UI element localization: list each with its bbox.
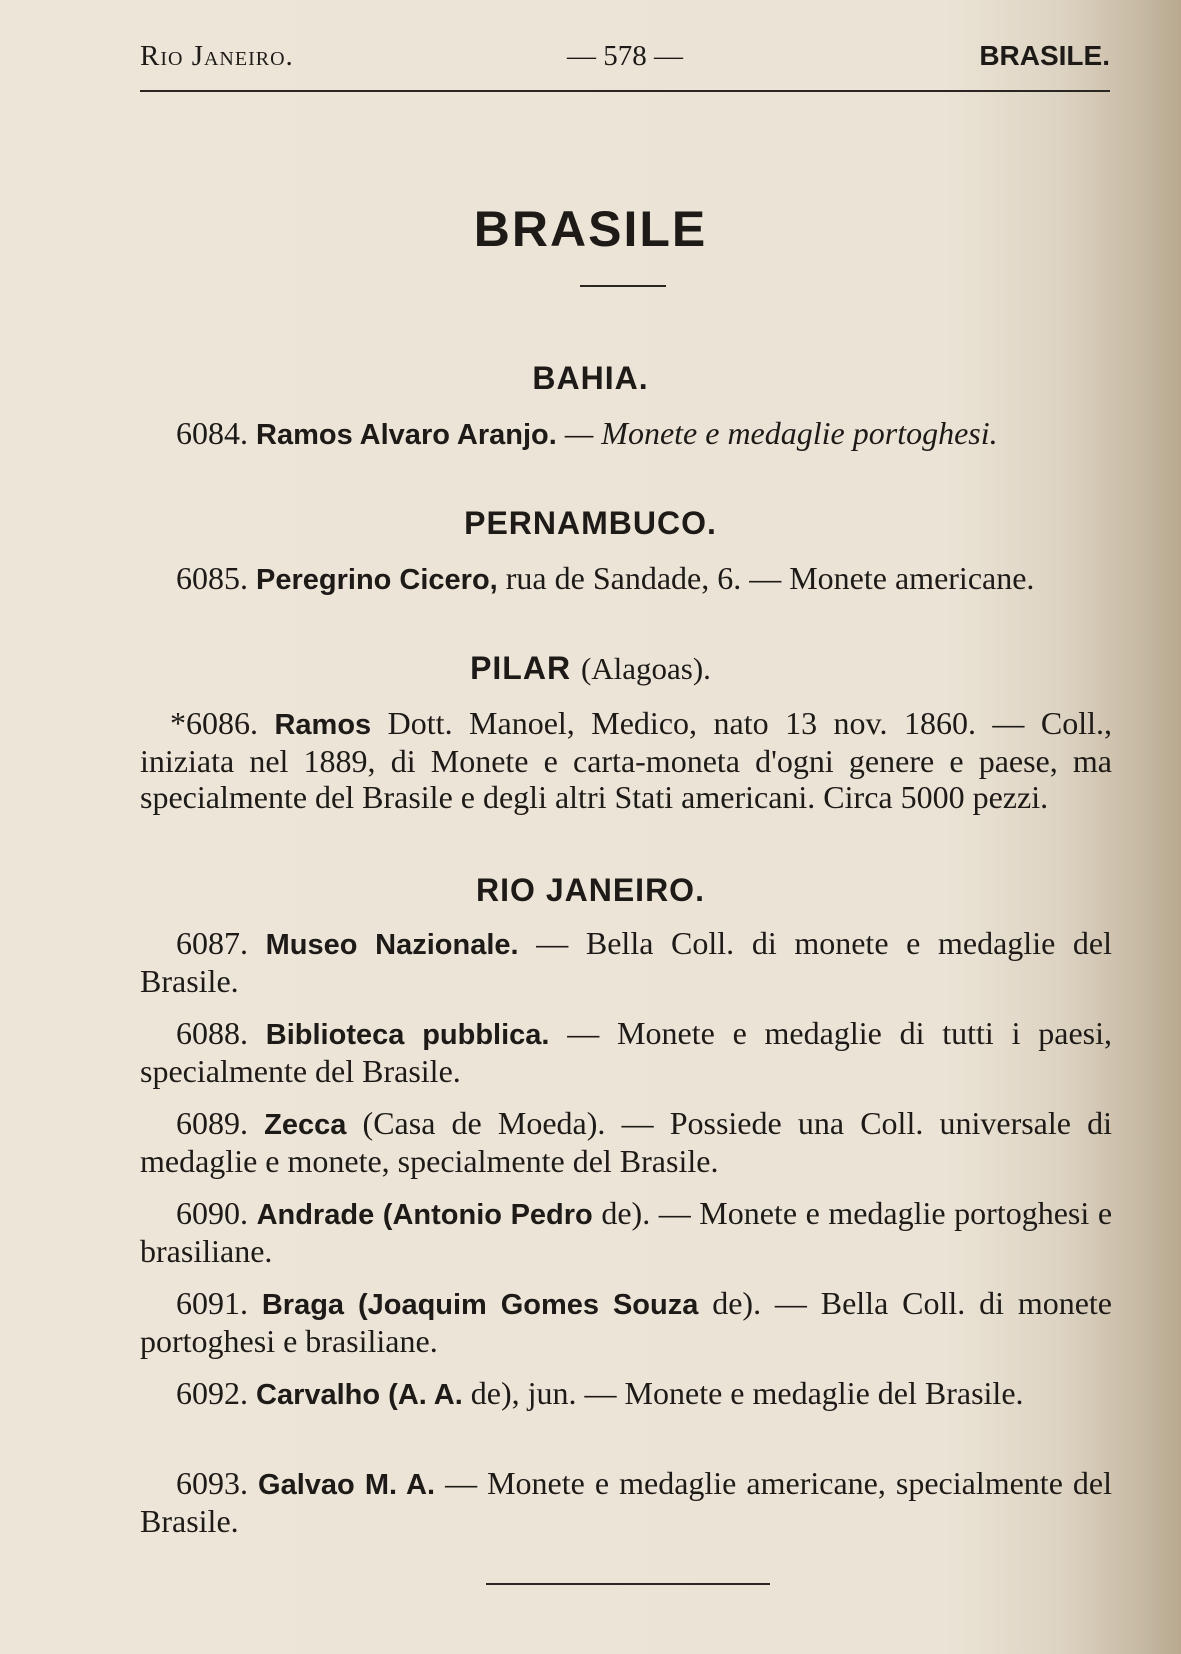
- entry-name: Biblioteca pubblica.: [265, 1019, 550, 1051]
- entry-text: Dott. Manoel, Medico, nato 13 nov. 1860. — Coll., iniziata nel 1889, di Monete e carta-moneta d'ogni genere e paese, ma specialmente del Brasile e degli altri Stati americani. Circa 5000 pezzi.: [140, 705, 1113, 815]
- section-heading-bahia: BAHIA.: [532, 360, 649, 396]
- entry-number: 6088.: [176, 1015, 248, 1051]
- entry-name: Ramos: [274, 709, 372, 741]
- section-heading-qualifier: (Alagoas).: [580, 651, 711, 686]
- entry-6088: [140, 1015, 1112, 1089]
- page-number: — 578 —: [567, 40, 683, 72]
- entry-name: Braga (Joaquim Gomes Souza: [261, 1289, 699, 1321]
- section-heading-pilar: [0, 650, 1181, 687]
- entry-text: rua de Sandade, 6. — Monete americane.: [505, 560, 1035, 596]
- entry-text: (Casa de Moeda). — Possiede una Coll. universale di medaglie e monete, specialmente del Brasile.: [140, 1105, 1113, 1179]
- entry-number: 6093.: [176, 1465, 248, 1501]
- entry-6087: [140, 925, 1112, 999]
- entry-text: — Bella Coll. di monete e medaglie del Brasile.: [140, 925, 1113, 999]
- entry-text: de). — Bella Coll. di monete portoghesi e brasiliane.: [140, 1285, 1112, 1359]
- entry-number: 6087.: [176, 925, 248, 961]
- entry-6090: [140, 1195, 1112, 1269]
- running-head: [140, 40, 1110, 80]
- entry-6086: [140, 705, 1112, 815]
- section-heading-rio-janeiro: RIO JANEIRO.: [476, 872, 705, 908]
- page-title: BRASILE: [473, 201, 708, 257]
- entry-6089: [140, 1105, 1112, 1179]
- section-heading-label: PILAR: [470, 650, 572, 686]
- entry-name: Galvao M. A.: [258, 1469, 436, 1501]
- entry-number: 6090.: [176, 1195, 248, 1231]
- section-heading-pernambuco: PERNAMBUCO.: [464, 505, 717, 541]
- entry-6085: [140, 560, 1112, 598]
- header-rule: [140, 90, 1110, 92]
- entry-name: Andrade (Antonio Pedro: [256, 1199, 593, 1231]
- entry-name: Ramos Alvaro Aranjo.: [256, 419, 557, 451]
- entry-text: de), jun. — Monete e medaglie del Brasile.: [470, 1375, 1024, 1411]
- title-rule: [580, 285, 666, 287]
- entry-name: Peregrino Cicero,: [256, 564, 498, 596]
- entry-number: 6092.: [176, 1375, 248, 1411]
- entry-6093: [140, 1465, 1112, 1539]
- entry-text: — Monete e medaglie portoghesi.: [564, 415, 998, 451]
- entry-6091: [140, 1285, 1112, 1359]
- entry-number: 6089.: [176, 1105, 248, 1141]
- entry-6084: [140, 415, 1112, 453]
- entry-name: Museo Nazionale.: [265, 929, 519, 961]
- entry-text: — Monete e medaglie americane, specialmente del Brasile.: [140, 1465, 1113, 1539]
- entry-text: — Monete e medaglie di tutti i paesi, specialmente del Brasile.: [140, 1015, 1113, 1089]
- entry-name: Zecca: [264, 1109, 347, 1141]
- running-head-left: Rio Janeiro.: [140, 40, 294, 72]
- entry-6092: [140, 1375, 1112, 1413]
- entry-text: de). — Monete e medaglie portoghesi e brasiliane.: [140, 1195, 1113, 1269]
- entry-number: 6084.: [176, 415, 248, 451]
- entry-number: 6091.: [176, 1285, 248, 1321]
- running-head-right: BRASILE.: [979, 40, 1110, 71]
- entry-number: 6085.: [176, 560, 248, 596]
- bottom-rule: [486, 1583, 770, 1585]
- entry-name: Carvalho (A. A.: [256, 1379, 463, 1411]
- entry-number: *6086.: [170, 705, 258, 741]
